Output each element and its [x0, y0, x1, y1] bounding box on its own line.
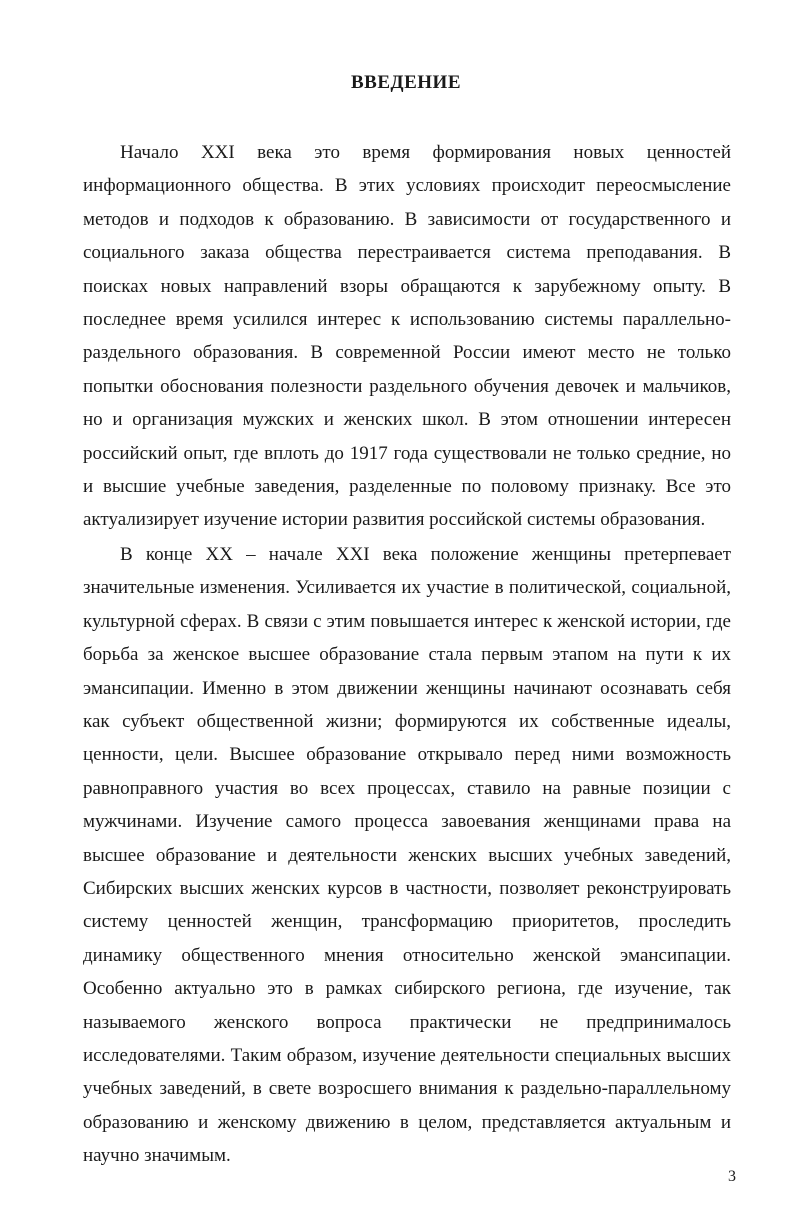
page-title: ВВЕДЕНИЕ: [351, 72, 461, 93]
body-text: [83, 136, 731, 1173]
page-number: 3: [728, 1168, 736, 1185]
paragraph-1: Начало XXI века это время формирования новых ценностей информационного общества. В этих условиях происходит переосмысление методов и подходов к образованию. В зависимости от государственного и социального заказа общества перестраивается система преподавания. В поисках новых направлений взоры обращаются к зарубежному опыту. В последнее время усилился интерес к использованию системы параллельно-раздельного образования. В современной России имеют место не только попытки обоснования полезности раздельного обучения девочек и мальчиков, но и организация мужских и женских школ. В этом отношении интересен российский опыт, где вплоть до 1917 года существовали не только средние, но и высшие учебные заведения, разделенные по половому признаку. Все это актуализирует изучение истории развития российской системы образования.: [83, 142, 731, 531]
paragraph-2: В конце XX – начале XXI века положение женщины претерпевает значительные изменения. Усиливается их участие в политической, социальной, культурной сферах. В связи с этим повышается интерес к женской истории, где борьба за женское высшее образование стала первым этапом на пути к их эмансипации. Именно в этом движении женщины начинают осознавать себя как субъект общественной жизни; формируются их собственные идеалы, ценности, цели. Высшее образование открывало перед ними возможность равноправного участия во всех процессах, ставило на равные позиции с мужчинами. Изучение самого процесса завоевания женщинами права на высшее образование и деятельности женских высших учебных заведений, Сибирских высших женских курсов в частности, позволяет реконструировать систему ценностей женщин, трансформацию приоритетов, проследить динамику общественного мнения относительно женской эмансипации. Особенно актуально это в рамках сибирского региона, где изучение, так называемого женского вопроса практически не предпринималось исследователями. Таким образом, изучение деятельности специальных высших учебных заведений, в свете возросшего внимания к раздельно-параллельному образованию и женскому движению в целом, представляется актуальным и научно значимым.: [83, 543, 731, 1167]
